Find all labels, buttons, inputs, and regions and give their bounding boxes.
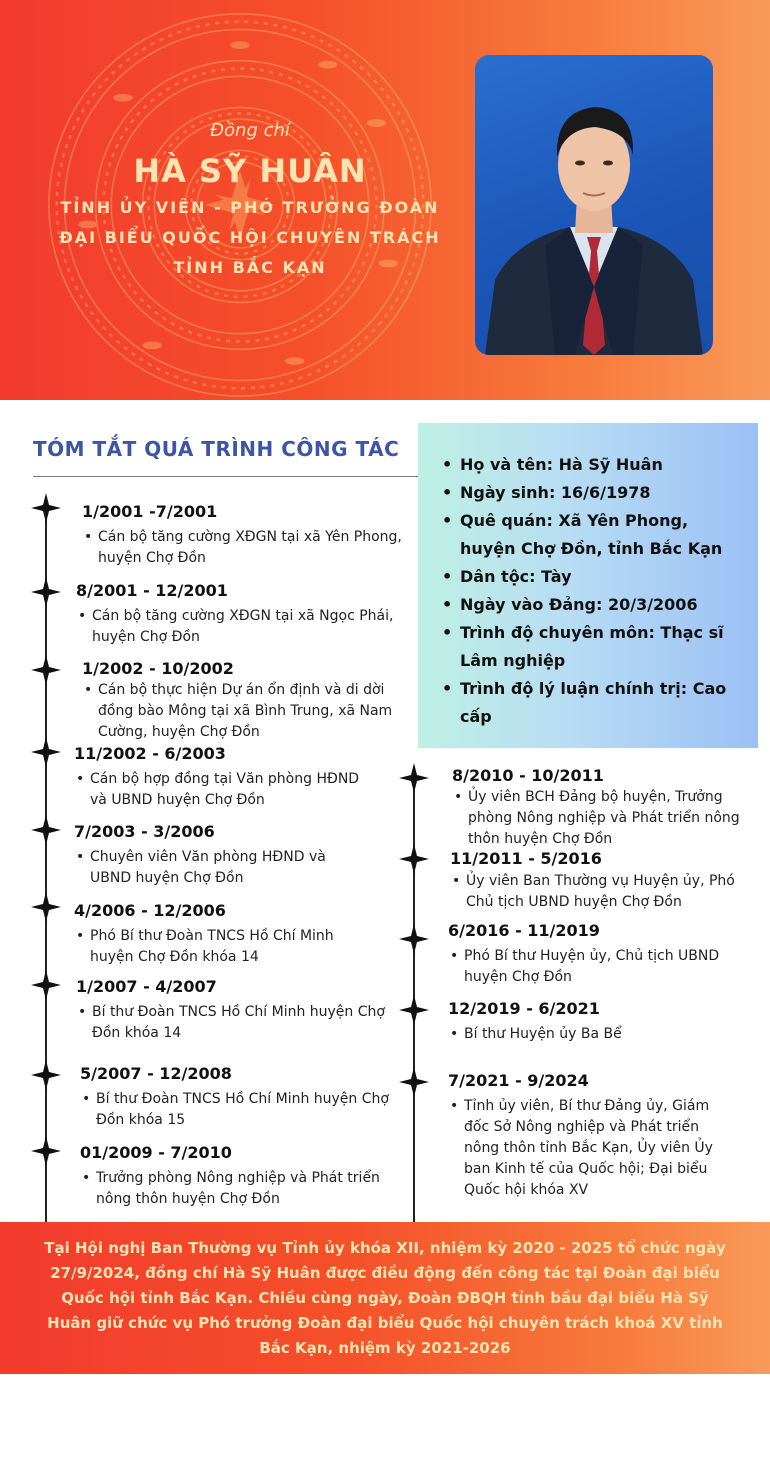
entry-description: • Bí thư Đoàn TNCS Hồ Chí Minh huyện Chợ Đồn khóa 15 [80, 1089, 390, 1131]
footer-banner [0, 1222, 770, 1374]
timeline-entry [448, 999, 762, 1045]
profile-item: • Ngày sinh: 16/6/1978 [442, 479, 738, 507]
timeline-star-icon [31, 493, 61, 523]
entry-period: 1/2002 - 10/2002 [82, 659, 234, 678]
entry-description: • Phó Bí thư Đoàn TNCS Hồ Chí Minh huyện Chợ Đồn khóa 14 [74, 926, 374, 968]
entry-description: • Bí thư Huyện ủy Ba Bể [448, 1024, 762, 1045]
entry-description: • Cán bộ tăng cường XĐGN tại xã Yên Phong, huyện Chợ Đồn [82, 527, 402, 569]
timeline-star-icon [399, 995, 429, 1025]
entry-description: • Cán bộ hợp đồng tại Văn phòng HĐND và UBND huyện Chợ Đồn [74, 769, 364, 811]
section-title: TÓM TẮT QUÁ TRÌNH CÔNG TÁC [33, 437, 400, 461]
header-banner [0, 0, 770, 400]
timeline-star-icon [399, 924, 429, 954]
timeline-star-icon [399, 844, 429, 874]
profile-item: • Quê quán: Xã Yên Phong, huyện Chợ Đồn, tỉnh Bắc Kạn [442, 507, 738, 563]
timeline-entry [76, 977, 402, 1044]
entry-description: • Cán bộ thực hiện Dự án ổn định và di dời đồng bào Mông tại xã Bình Trung, xã Nam Cường, huyện Chợ Đồn [82, 680, 402, 743]
timeline-star-icon [31, 815, 61, 845]
profile-box [418, 423, 758, 748]
entry-period: 01/2009 - 7/2010 [80, 1143, 232, 1162]
profile-item: • Dân tộc: Tày [442, 563, 738, 591]
entry-period: 8/2001 - 12/2001 [76, 581, 228, 600]
position-line-3: TỈNH BẮC KẠN [173, 258, 327, 277]
position-line-1: TỈNH ỦY VIÊN - PHÓ TRƯỞNG ĐOÀN [60, 198, 440, 217]
timeline-entry [80, 1064, 402, 1131]
timeline-star-icon [31, 1136, 61, 1166]
entry-description: • Phó Bí thư Huyện ủy, Chủ tịch UBND huyện Chợ Đồn [448, 946, 748, 988]
entry-description: • Tỉnh ủy viên, Bí thư Đảng ủy, Giám đốc Sở Nông nghiệp và Phát triển nông thôn tỉnh Bắc Kạn, Ủy viên Ủy ban Kinh tế của Quốc hội; Đại biểu Quốc hội khóa XV [448, 1096, 738, 1201]
person-name: HÀ SỸ HUÂN [133, 152, 367, 190]
entry-period: 7/2021 - 9/2024 [448, 1071, 589, 1090]
timeline-entry [82, 502, 402, 569]
entry-period: 4/2006 - 12/2006 [74, 901, 226, 920]
timeline-star-icon [31, 655, 61, 685]
entry-period: 8/2010 - 10/2011 [452, 766, 604, 785]
timeline-entry [76, 581, 402, 648]
timeline-star-icon [31, 577, 61, 607]
timeline-star-icon [31, 1060, 61, 1090]
profile-list [442, 451, 738, 731]
timeline-entry [448, 1071, 762, 1201]
entry-period: 7/2003 - 3/2006 [74, 822, 215, 841]
timeline-star-icon [399, 763, 429, 793]
greeting: Đồng chí [210, 120, 290, 141]
entry-period: 5/2007 - 12/2008 [80, 1064, 232, 1083]
profile-item: • Họ và tên: Hà Sỹ Huân [442, 451, 738, 479]
portrait-photo [475, 55, 713, 355]
portrait-figure-icon [475, 55, 713, 355]
timeline-star-icon [31, 970, 61, 1000]
timeline-entry [74, 901, 400, 968]
profile-item: • Trình độ lý luận chính trị: Cao cấp [442, 675, 738, 731]
timeline-star-icon [31, 892, 61, 922]
timeline-star-icon [399, 1067, 429, 1097]
timeline-entry [74, 822, 400, 889]
entry-period: 12/2019 - 6/2021 [448, 999, 600, 1018]
position-line-2: ĐẠI BIỂU QUỐC HỘI CHUYÊN TRÁCH [59, 228, 441, 247]
entry-period: 11/2011 - 5/2016 [450, 849, 602, 868]
heading-divider [33, 476, 418, 477]
timeline-entry [82, 659, 402, 743]
entry-description: • Cán bộ tăng cường XĐGN tại xã Ngọc Phái, huyện Chợ Đồn [76, 606, 402, 648]
entry-description: • Trưởng phòng Nông nghiệp và Phát triển nông thôn huyện Chợ Đồn [80, 1168, 380, 1210]
timeline-entry [80, 1143, 402, 1210]
entry-period: 1/2001 -7/2001 [82, 502, 218, 521]
entry-description: • Bí thư Đoàn TNCS Hồ Chí Minh huyện Chợ Đồn khóa 14 [76, 1002, 386, 1044]
footer-note: Tại Hội nghị Ban Thường vụ Tỉnh ủy khóa XII, nhiệm kỳ 2020 - 2025 tổ chức ngày 27/9/2024, đồng chí Hà Sỹ Huân được điều động đến công tác tại Đoàn đại biểu Quốc hội tỉnh Bắc Kạn. Chiều cùng ngày, Đoàn ĐBQH tỉnh bầu đại biểu Hà Sỹ Huân giữ chức vụ Phó trưởng Đoàn đại biểu Quốc hội chuyên trách khoá XV tỉnh Bắc Kạn, nhiệm kỳ 2021-2026 [44, 1238, 726, 1357]
timeline-star-icon [31, 737, 61, 767]
profile-item: • Ngày vào Đảng: 20/3/2006 [442, 591, 738, 619]
profile-item: • Trình độ chuyên môn: Thạc sĩ Lâm nghiệp [442, 619, 738, 675]
entry-description: • Ủy viên BCH Đảng bộ huyện, Trưởng phòng Nông nghiệp và Phát triển nông thôn huyện Chợ Đồn [452, 787, 762, 850]
timeline-entry [450, 849, 762, 913]
entry-period: 6/2016 - 11/2019 [448, 921, 600, 940]
entry-period: 11/2002 - 6/2003 [74, 744, 226, 763]
timeline-entry [452, 766, 762, 850]
entry-period: 1/2007 - 4/2007 [76, 977, 217, 996]
timeline-line-left [45, 500, 47, 1222]
timeline-entry [74, 744, 400, 811]
timeline-entry [448, 921, 762, 988]
entry-description: • Chuyên viên Văn phòng HĐND và UBND huyện Chợ Đồn [74, 847, 364, 889]
entry-description: • Ủy viên Ban Thường vụ Huyện ủy, Phó Chủ tịch UBND huyện Chợ Đồn [450, 871, 762, 913]
